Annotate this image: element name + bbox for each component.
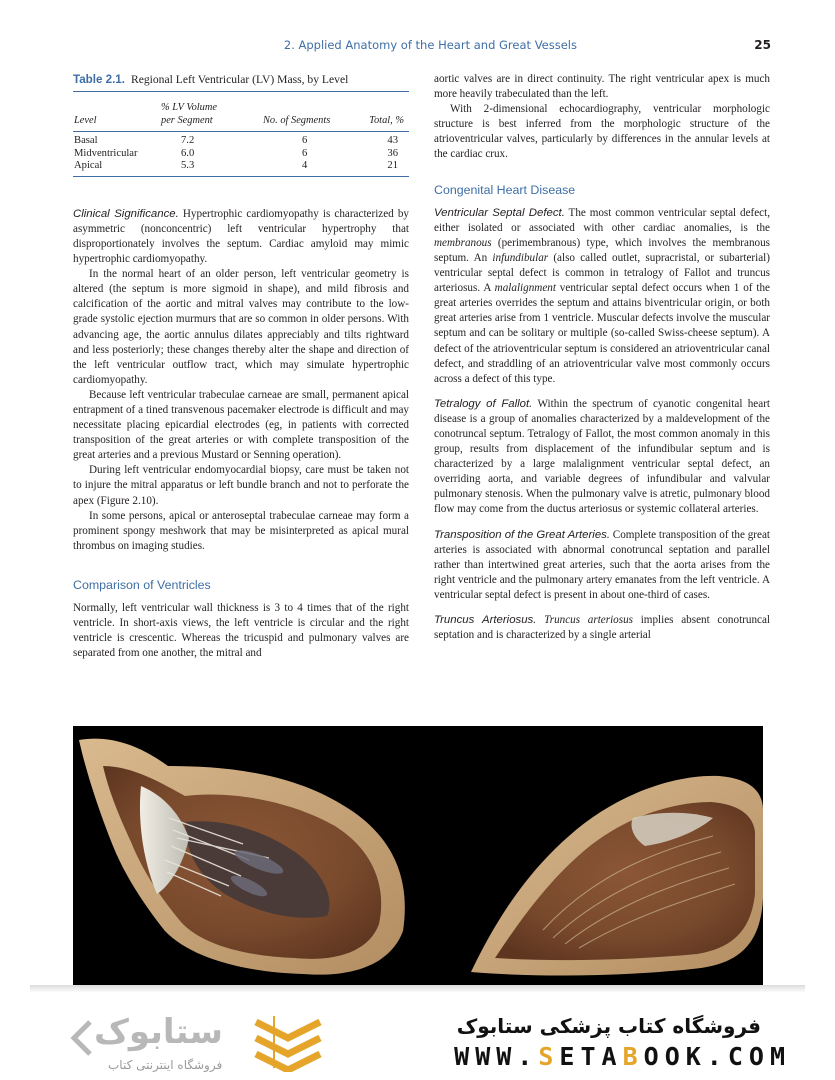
vsd-text-c: (also called outlet, supracristal, or subarterial) ventricular septal defect is common in tetralogy of Fallot and truncus arteriosus. A — [434, 251, 770, 295]
th-segments: No. of Segments — [263, 115, 331, 126]
th-level: Level — [74, 115, 97, 126]
paragraph-biopsy: During left ventricular endomyocardial biopsy, care must be taken not to injure the mitral apparatus or left bundle branch and not to perforate the apex (Figure 2.10). — [73, 464, 409, 507]
runin-transposition: Transposition of the Great Arteries. — [434, 528, 611, 541]
paragraph-tetralogy — [434, 397, 770, 518]
cell-level: Basal — [74, 135, 98, 146]
vsd-text-a: The most common ventricular septal defect, either isolated or associated with other cardiac anomalies, is the — [434, 206, 770, 234]
tetralogy-text: Within the spectrum of cyanotic congenital heart disease is a group of anomalies characterized by a maldevelopment of the conotruncal septum. Tetralogy of Fallot, the most common anomaly in this group, results from displacement of the infundibular septum and is characterized by a large malalignment ventricular septal defect, an overriding aorta, and variable degrees of infundibular and valvular pulmonary stenosis. When the pulmonary valve is atretic, pulmonary blood flow may come from the ductus arteriosus or systemic collateral arteries. — [434, 397, 770, 516]
running-head — [0, 38, 835, 56]
truncus-em: Truncus arteriosus — [544, 614, 633, 626]
paragraph-wall-thickness: Normally, left ventricular wall thickness is 3 to 4 times that of the right ventricle. In short-axis views, the left ventricle is circular and the right ventricle is crescentic. Whereas the tricuspid and pulmonary valves are separated from one another, the mitral and — [73, 602, 409, 660]
cell-total: 43 — [387, 135, 398, 146]
paragraph-aortic-continuity: aortic valves are in direct continuity. The right ventricular apex is much more heavily trabeculated than the left. — [434, 73, 770, 101]
vsd-em-infundibular: infundibular — [492, 251, 549, 264]
cell-total: 36 — [387, 147, 398, 159]
url-mid: ETA — [559, 1042, 623, 1071]
paragraph-transposition — [434, 528, 770, 603]
paragraph-echocardiography: With 2-dimensional echocardiography, ventricular morphologic structure is best inferred from the morphologic structure of the atrioventricular valves, particularly by differences in the annular levels at the cardiac crux. — [434, 103, 770, 161]
paragraph-clinical-significance — [73, 207, 409, 267]
shop-url[interactable] — [454, 1042, 791, 1071]
table-row — [73, 160, 409, 173]
runin-clinical-significance: Clinical Significance. — [73, 207, 179, 220]
cell-level: Midventricular — [74, 147, 138, 159]
cell-segments: 6 — [302, 147, 308, 159]
paragraph-truncus — [434, 613, 770, 643]
heading-congenital-heart-disease: Congenital Heart Disease — [434, 182, 576, 197]
th-total: Total, % — [369, 115, 404, 126]
cell-segments: 4 — [302, 160, 308, 172]
table-body — [73, 132, 409, 177]
cell-level: Apical — [74, 160, 103, 172]
right-column — [434, 72, 770, 643]
url-highlight-b: B — [622, 1042, 644, 1071]
cell-segments: 6 — [302, 135, 308, 146]
footer-banner — [30, 992, 805, 1080]
transposition-text: Complete transposition of the great arteries is associated with abnormal conotruncal septation and parallel rather than intertwined great arteries, such that the aorta arises from the right ventricle and the pulmonary artery emanates from the left ventricle. A ventricular septal defect is present in about one-third of cases. — [434, 528, 770, 601]
cell-pct: 5.3 — [181, 160, 195, 172]
table-row — [73, 148, 409, 161]
cell-pct: 6.0 — [181, 147, 195, 159]
runin-tetralogy: Tetralogy of Fallot. — [434, 397, 533, 410]
clinical-text: Hypertrophic cardiomyopathy is characterized by asymmetric (nonconcentric) left ventricular hypertrophy that disproportionately involves the septum. Cardiac amyloid may mimic hypertrophic cardiomyopathy. — [73, 207, 409, 266]
chevron-left-icon — [68, 1018, 94, 1058]
paragraph-trabeculae: Because left ventricular trabeculae carneae are small, permanent apical entrapment of a tined transvenous pacemaker electrode is difficult and may necessitate placing epicardial electrodes (eg, in patients with corrected transposition of the great arteries or with complete transposition of the great arteries and a previous Mustard or Senning operation). — [73, 388, 409, 462]
paragraph-older-heart: In the normal heart of an older person, left ventricular geometry is altered (the septum is more sigmoid in shape), and mild fibrosis and calcification of the aortic and mitral valves may contribute to the low-grade systolic ejection murmurs that are so common in older persons. With advancing age, the aortic annulus dilates appreciably and tilts rightward and less posteriorly; these changes thereby alter the shape and direction of the left ventricular outflow tract, which may simulate hypertrophic cardiomyopathy. — [73, 268, 409, 386]
table-2-1 — [73, 72, 409, 177]
th-pct-line2: per Segment — [161, 115, 213, 126]
table-caption-text: Regional Left Ventricular (LV) Mass, by Level — [130, 73, 349, 86]
runin-vsd: Ventricular Septal Defect. — [434, 206, 565, 219]
runin-truncus: Truncus Arteriosus. — [434, 614, 537, 626]
paragraph-vsd — [434, 206, 770, 387]
heart-specimen-drawing — [73, 726, 763, 992]
vsd-text-b: (perimembranous) type, which involves the membranous septum. An — [434, 236, 770, 264]
page-number: 25 — [754, 38, 771, 52]
table-caption — [73, 72, 409, 92]
table-header — [73, 92, 409, 132]
running-head-title: 2. Applied Anatomy of the Heart and Great Vessels — [283, 38, 577, 52]
vsd-text-d: ventricular septal defect occurs when 1 of the great arteries overrides the septum and attains biventricular origin, or both great arteries arise from 1 ventricle. Muscular defects involve the muscular septum and can be solitary or multiple (so-called Swiss-cheese septum). A defect of the atrioventricular septum is considered an atrioventricular canal defect, and straddling of an atrioventricular valve most commonly occurs across a defect of this type. — [434, 282, 770, 385]
book-chevrons-icon — [252, 1016, 324, 1072]
url-pre: WWW. — [454, 1042, 539, 1071]
logo-wordmark: ستابوک — [94, 1012, 223, 1052]
shop-name: فروشگاه کتاب پزشکی ستابوک — [456, 1014, 761, 1038]
url-highlight-s: S — [538, 1042, 560, 1071]
cell-pct: 7.2 — [181, 135, 195, 146]
heading-comparison-of-ventricles: Comparison of Ventricles — [73, 577, 211, 592]
table-label: Table 2.1. — [73, 73, 125, 86]
vsd-em-membranous: membranous — [434, 236, 492, 249]
th-pct-line1: % LV Volume — [161, 102, 217, 113]
table-row — [73, 135, 409, 148]
truncus-text: implies absent conotruncal septation and is characterized by a single arterial — [434, 614, 770, 642]
heart-specimen-photograph — [73, 726, 763, 992]
left-column — [73, 72, 409, 661]
paragraph-apical-meshwork: In some persons, apical or anteroseptal trabeculae carneae may form a prominent spongy meshwork that may be misinterpreted as apical mural thrombus on imaging studies. — [73, 509, 409, 552]
truncus-space — [536, 614, 544, 626]
url-post: OOK.COM — [643, 1042, 791, 1071]
logo-subtitle: فروشگاه اینترنتی کتاب — [108, 1058, 223, 1072]
cell-total: 21 — [387, 160, 398, 172]
th-pct-volume — [161, 101, 217, 127]
vsd-em-malalignment: malalignment — [494, 282, 556, 295]
